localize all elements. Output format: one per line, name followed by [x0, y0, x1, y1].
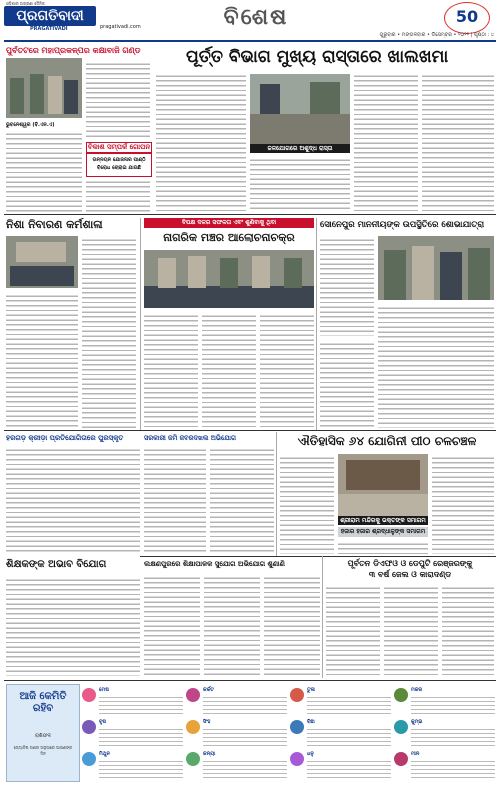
divider-2	[4, 430, 496, 431]
story1-text-col6	[354, 72, 418, 212]
section-title: ବିଶେଷ	[223, 5, 289, 30]
zodiac-icon	[186, 688, 200, 702]
zodiac-text	[99, 726, 183, 746]
story4-text-col1	[320, 236, 374, 336]
vrule-4	[322, 556, 323, 678]
story2-text-col2	[82, 236, 136, 428]
story9-text-col1	[144, 574, 200, 676]
zodiac-sign-label: ମେଷ	[99, 687, 109, 693]
zodiac-sign-label: ଧନୁ	[307, 751, 314, 757]
zodiac-text	[307, 758, 391, 778]
horoscope-note: ଜ୍ୟୋତିଷ ଗଣନା ଅନୁସାରେ ଆପଣଙ୍କ ଦିନ	[13, 745, 73, 756]
zodiac-text	[203, 726, 287, 746]
story3-text-col1	[144, 312, 198, 428]
horoscope-panel	[6, 684, 80, 782]
dateline: ଗୁରୁବାର • ମଙ୍ଗଳବାର • ଡିସେମ୍ବର • ୨୦୨୨ | ପୃଷ୍ଠା : ୪	[379, 32, 494, 38]
story1-photo	[6, 58, 82, 118]
story1-text-col4	[156, 72, 246, 212]
story1-text-col3	[86, 178, 150, 212]
masthead-tagline: ଓଡ଼ିଶାର ଅଗ୍ରଣୀ ଦୈନିକ	[6, 1, 45, 6]
story1-byline: ଭୁବନେଶ୍ୱର (ବି.ଏନ.ଏ)	[6, 122, 55, 128]
story10-headline-line2[interactable]: ୩ ବର୍ଷ ଜେଲ ଓ କାରାଦଣ୍ଡ	[368, 570, 452, 579]
divider-3	[140, 556, 496, 557]
zodiac-icon	[394, 688, 408, 702]
zodiac-sign-label: ବିଛା	[307, 719, 315, 725]
story1-text-col1	[6, 130, 82, 212]
story1-box-title: ବିକାଶ ସମ୍ପର୍କ ଗୋପନ	[87, 143, 151, 151]
zodiac-text	[307, 726, 391, 746]
story2-text-col1	[6, 292, 78, 428]
story3-text-col2	[202, 312, 256, 428]
story6-text-col2	[210, 446, 274, 554]
story3-headline[interactable]: ନାଗରିକ ମଞ୍ଚର ଆଲୋଚନାଚକ୍ର	[163, 231, 295, 244]
zodiac-text	[307, 694, 391, 714]
zodiac-icon	[394, 752, 408, 766]
story3-text-col3	[260, 312, 314, 428]
masthead-rule	[4, 40, 496, 42]
newspaper-logo[interactable]: ପ୍ରଗତିବାଦୀ	[4, 6, 96, 26]
zodiac-text	[203, 758, 287, 778]
zodiac-text	[99, 694, 183, 714]
story7-headline[interactable]: ଐତିହାସିକ ୬୪ ଯୋଗିନୀ ପୀଠ ଚଳଚଞ୍ଚଳ	[297, 434, 477, 448]
story7-caption: ଶ୍ରୀରାମ ମନ୍ଦିରକୁ ଭକ୍ତଙ୍କ ସମାଗମ	[338, 516, 428, 525]
story3-photo	[144, 250, 314, 308]
story5-headline[interactable]: ହରଗଡ଼ କ୍ରୀଡ଼ା ପ୍ରତିଯୋଗିତାରେ ପୁରସ୍କୃତ	[6, 434, 124, 442]
horoscope-subtitle: ରାଶିଫଳ	[34, 733, 52, 739]
story10-headline-line1[interactable]: ପୂର୍ବତନ ଡିଏଫଓ ଓ ଡେପୁଟି ରେଞ୍ଜରଙ୍କୁ	[347, 559, 473, 568]
story2-photo	[6, 236, 78, 288]
zodiac-icon	[394, 720, 408, 734]
zodiac-icon	[290, 720, 304, 734]
story10-text-col2	[384, 584, 438, 676]
zodiac-sign-label: ମକର	[411, 687, 423, 693]
zodiac-sign-label: ସିଂହ	[203, 719, 211, 725]
story1-headline[interactable]: ପୂର୍ତ୍ତ ବିଭାଗ ମୁଖ୍ୟ ରାସ୍ତାରେ ଖାଲଖମା	[186, 47, 449, 67]
zodiac-text	[203, 694, 287, 714]
zodiac-sign-label: ମୀନ	[411, 751, 420, 757]
zodiac-sign-label: କୁମ୍ଭ	[411, 719, 423, 725]
zodiac-icon	[290, 688, 304, 702]
horoscope-title: ଆଜି କେମିତି ରହିବ	[19, 691, 67, 714]
story1-text-col2	[86, 60, 150, 140]
story1-road-photo	[250, 74, 350, 144]
anniversary-badge: 50	[444, 2, 490, 34]
zodiac-icon	[186, 720, 200, 734]
story4-headline[interactable]: ସୋନେପୁର ମାନନୀୟଙ୍କ ଉପସ୍ଥିତିରେ ଶୋଭାଯାତ୍ରା	[320, 220, 485, 230]
zodiac-sign-label: କନ୍ୟା	[203, 751, 216, 757]
story9-text-col3	[264, 574, 320, 676]
newspaper-logo-sub: PRAGATIVADI	[30, 26, 68, 32]
website-url[interactable]: pragativadi.com	[100, 24, 141, 30]
story1-text-col5	[250, 156, 350, 212]
story8-headline[interactable]: ଶିକ୍ଷକଙ୍କ ଅଭାବ ବିଯୋଗ	[6, 559, 107, 570]
zodiac-sign-label: ତୁଳା	[307, 687, 315, 693]
story3-kicker: ବିପକ୍ଷ ଦଳର ସଫଳତା ଏବଂ ଶୁଣିବାକୁ ଥିବା	[144, 218, 314, 228]
story2-headline[interactable]: ନିଶା ନିବାରଣ କର୍ମଶାଳା	[6, 218, 103, 231]
story1-photo-caption: ଜଳଯୋଗରେ ଅଶୁଦ୍ଧ ରାସ୍ତା	[250, 144, 350, 153]
zodiac-icon	[186, 752, 200, 766]
story9-headline[interactable]: ଲକ୍ଷଣପୁରରେ ଶିକ୍ଷାପାଳକ ସୁଯୋଗ ଅଭିଯୋଗ ଶୁଣାଣି	[144, 560, 285, 568]
story1-kicker[interactable]: ପୁର୍ବତଟରେ ମହାପ୍ରକଳ୍ପର କକ୍ଷାବାଜି ଗଣ୍ଡ	[6, 46, 141, 55]
zodiac-sign-label: କର୍କଟ	[203, 687, 214, 693]
zodiac-icon	[82, 752, 96, 766]
zodiac-text	[411, 694, 495, 714]
story8-text	[6, 576, 140, 676]
zodiac-icon	[82, 720, 96, 734]
zodiac-icon	[82, 688, 96, 702]
story4-text-col2	[378, 304, 494, 428]
story4-photo	[378, 236, 494, 300]
zodiac-sign-label: ବୃଷ	[99, 719, 107, 725]
zodiac-icon	[290, 752, 304, 766]
story10-text-col1	[326, 584, 380, 676]
story1-box	[86, 153, 152, 177]
story7-text-col2	[338, 540, 428, 554]
zodiac-text	[411, 726, 495, 746]
divider-1	[4, 214, 496, 215]
story4-text-col3	[320, 340, 374, 428]
vrule-1	[140, 218, 141, 430]
story5-text	[6, 446, 140, 554]
story6-headline[interactable]: ସରକାରୀ ଜମି ଜବରଦଖଲ ଅଭିଯୋଗ	[144, 434, 237, 442]
zodiac-text	[99, 758, 183, 778]
story7-subhead: ହଜାର ହଜାର ଶ୍ରଦ୍ଧାଳୁଙ୍କ ସମାଗମ	[338, 527, 428, 537]
story7-photo	[338, 454, 428, 516]
story1-text-col7	[422, 72, 494, 212]
story10-text-col3	[442, 584, 494, 676]
story1-box-line1: ଉନ୍ନୟନ ଯୋଜନାର ପାଣ୍ଠି	[92, 157, 146, 163]
story9-text-col2	[204, 574, 260, 676]
story7-text-col3	[432, 454, 494, 554]
zodiac-sign-label: ମିଥୁନ	[99, 751, 110, 757]
vrule-3	[276, 432, 277, 556]
story1-box-line2: ବିରୋଧ ଚୋରାଇ ଯାଉଛି	[97, 165, 141, 171]
vrule-2	[316, 218, 317, 430]
zodiac-text	[411, 758, 495, 778]
story6-text-col1	[144, 446, 206, 554]
story7-text-col1	[280, 454, 334, 554]
